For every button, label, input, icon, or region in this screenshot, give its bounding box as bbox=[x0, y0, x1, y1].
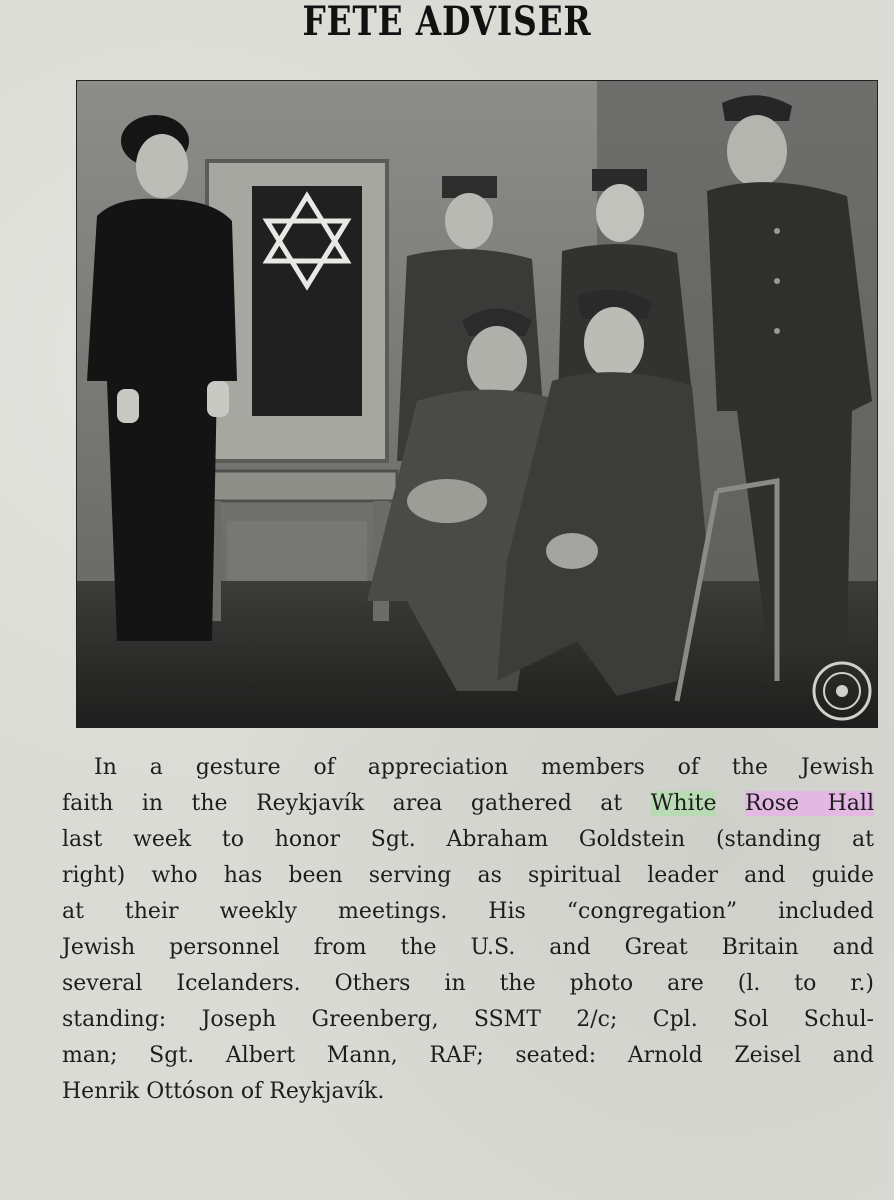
caption-line-10: Henrik Ottóson of Reykjavík. bbox=[62, 1079, 385, 1104]
caption-line-6: Jewish personnel from the U.S. and Great Britain and bbox=[62, 935, 874, 960]
caption-line-1: In a gesture of appreciation members of the Jewish bbox=[94, 755, 874, 780]
caption-line-4: right) who has been serving as spiritual leader and guide bbox=[62, 863, 874, 888]
highlight-rose-hall: Rose Hall bbox=[744, 791, 874, 816]
caption-line-5: at their weekly meetings. His “congregation” included bbox=[62, 899, 874, 924]
headline: FETE ADVISER bbox=[302, 0, 592, 45]
caption-line-7: several Icelanders. Others in the photo are (l. to r.) bbox=[62, 971, 874, 996]
group-photo-illustration bbox=[77, 81, 877, 727]
caption-line-2 bbox=[62, 786, 874, 822]
caption-line-9: man; Sgt. Albert Mann, RAF; seated: Arnold Zeisel and bbox=[62, 1043, 874, 1068]
caption bbox=[62, 750, 874, 1110]
group-photo bbox=[76, 80, 878, 728]
caption-line-2-text: faith in the Reykjavík area gathered at bbox=[62, 791, 623, 816]
highlight-white: White bbox=[650, 791, 717, 816]
caption-line-8: standing: Joseph Greenberg, SSMT 2/c; Cpl. Sol Schul- bbox=[62, 1007, 874, 1032]
caption-line-3: last week to honor Sgt. Abraham Goldstein (standing at bbox=[62, 827, 874, 852]
